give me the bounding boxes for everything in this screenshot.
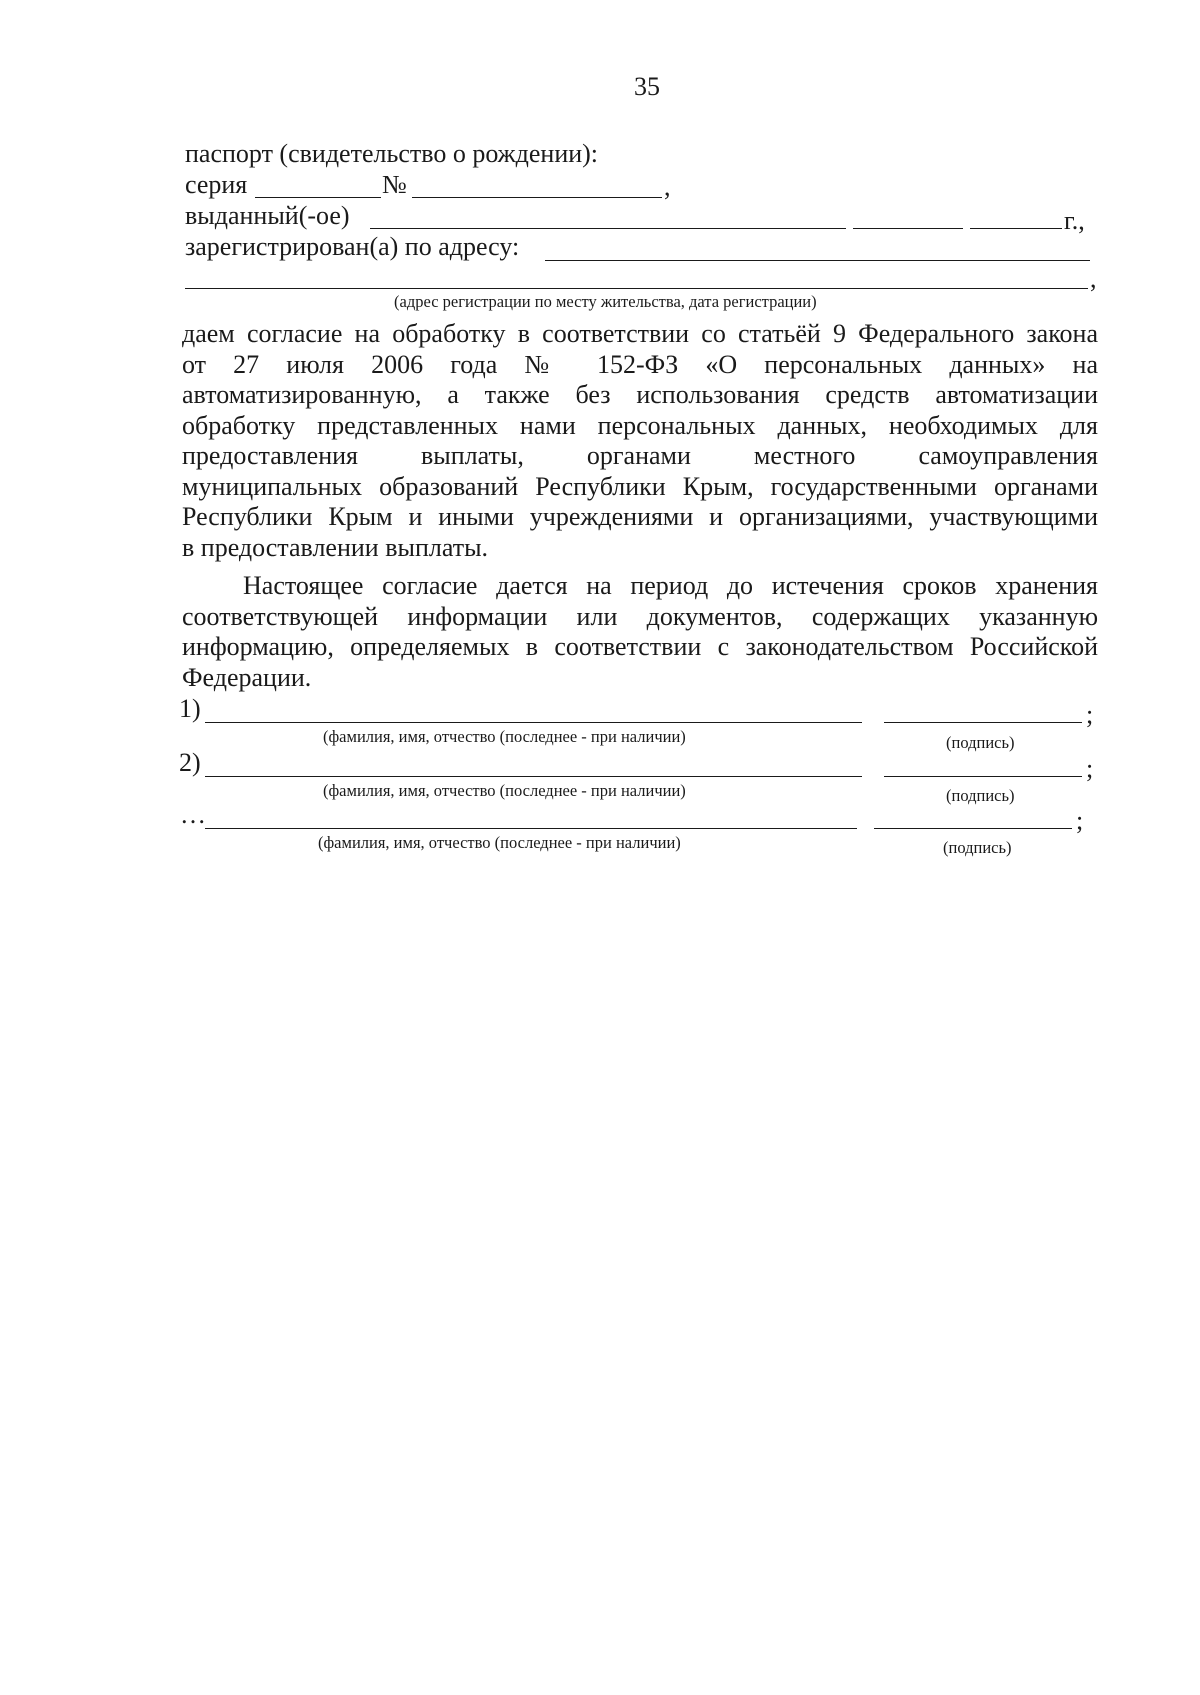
address-field-line-2[interactable] xyxy=(185,288,1088,289)
signature-caption: (подпись) xyxy=(946,786,1015,805)
issued-year-field[interactable] xyxy=(970,228,1062,229)
series-label: серия xyxy=(185,170,248,199)
full-name-caption: (фамилия, имя, отчество (последнее - при наличии) xyxy=(323,781,686,800)
consent-line: автоматизированную, а также без использования средств автоматизации xyxy=(182,380,1098,409)
full-name-field[interactable] xyxy=(205,776,862,777)
signature-end: ; xyxy=(1086,754,1094,783)
full-name-field[interactable] xyxy=(205,828,857,829)
period-line: информацию, определяемых в соответствии с законодательством Российской xyxy=(182,632,1098,661)
series-number-comma: , xyxy=(664,172,671,201)
consent-line: Республики Крым и иными учреждениями и организациями, участвующими xyxy=(182,502,1098,531)
full-name-field[interactable] xyxy=(205,722,862,723)
period-line: соответствующей информации или документов, содержащих указанную xyxy=(182,602,1098,631)
page-number: 35 xyxy=(634,72,660,101)
period-line: Настоящее согласие дается на период до истечения сроков хранения xyxy=(243,571,1098,600)
consent-line: даем согласие на обработку в соответствии со статьёй 9 Федерального закона xyxy=(182,319,1098,348)
address-comma: , xyxy=(1090,264,1097,293)
consent-line: муниципальных образований Республики Крым, государственными органами xyxy=(182,472,1098,501)
signature-caption: (подпись) xyxy=(946,733,1015,752)
year-suffix: г., xyxy=(1064,206,1085,235)
series-field[interactable] xyxy=(255,197,381,198)
full-name-caption: (фамилия, имя, отчество (последнее - при наличии) xyxy=(318,833,681,852)
signature-prefix: 2) xyxy=(179,748,201,777)
issued-label: выданный(-ое) xyxy=(185,201,350,230)
signature-prefix: 1) xyxy=(179,694,201,723)
issued-date-field[interactable] xyxy=(853,228,963,229)
period-line: Федерации. xyxy=(182,663,312,692)
address-caption: (адрес регистрации по месту жительства, дата регистрации) xyxy=(394,292,817,311)
address-field-line-1[interactable] xyxy=(545,260,1090,261)
full-name-caption: (фамилия, имя, отчество (последнее - при наличии) xyxy=(323,727,686,746)
consent-line: от 27 июля 2006 года № 152-ФЗ «О персональных данных» на xyxy=(182,350,1098,379)
consent-line: предоставления выплаты, органами местного самоуправления xyxy=(182,441,1098,470)
number-label: № xyxy=(382,170,407,199)
signature-field[interactable] xyxy=(884,722,1082,723)
passport-label: паспорт (свидетельство о рождении): xyxy=(185,139,599,168)
registered-label: зарегистрирован(а) по адресу: xyxy=(185,232,520,261)
signature-field[interactable] xyxy=(884,776,1082,777)
consent-line: обработку представленных нами персональных данных, необходимых для xyxy=(182,411,1098,440)
issued-by-field[interactable] xyxy=(370,228,846,229)
signature-end: ; xyxy=(1076,806,1084,835)
signature-caption: (подпись) xyxy=(943,838,1012,857)
number-field[interactable] xyxy=(412,197,662,198)
consent-line: в предоставлении выплаты. xyxy=(182,533,489,562)
signature-prefix: … xyxy=(180,800,206,829)
signature-field[interactable] xyxy=(874,828,1072,829)
signature-end: ; xyxy=(1086,700,1094,729)
